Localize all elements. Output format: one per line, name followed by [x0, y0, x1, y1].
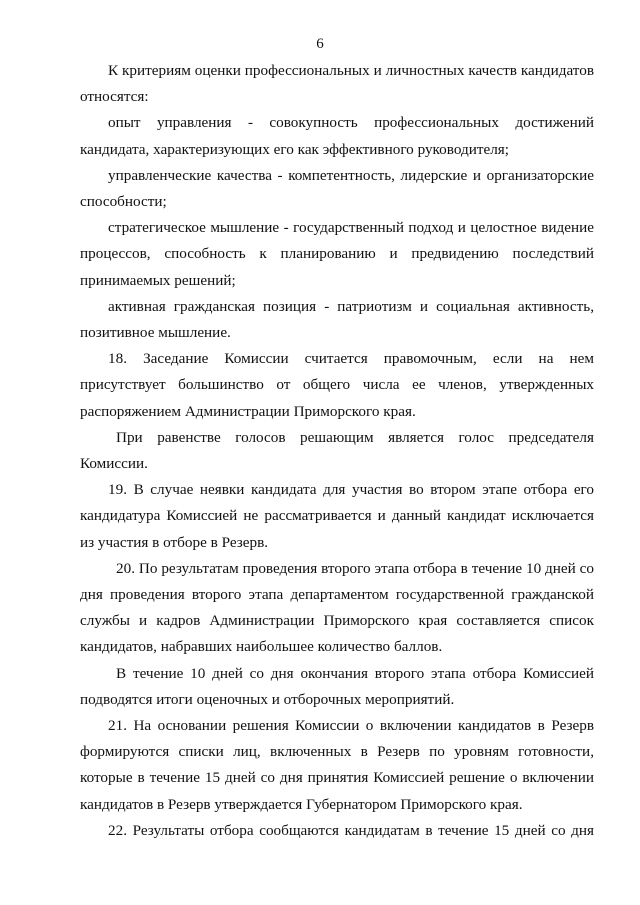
page-number: 6 [316, 36, 324, 52]
paragraph-item-18: 18. Заседание Комиссии считается правомочным, если на нем присутствует большинство от общего числа ее членов, утвержденных распоряжением Администрации Приморского края. [80, 350, 594, 420]
paragraph-item-19: 19. В случае неявки кандидата для участия во втором этапе отбора его кандидатура Комиссией не рассматривается и данный кандидат исключается из участия в отборе в Резерв. [80, 481, 594, 551]
paragraph-item-21: 21. На основании решения Комиссии о включении кандидатов в Резерв формируются списки лиц, включенных в Резерв по уровням готовности, которые в течение 15 дней со дня принятия Комиссией решение о включении кандидатов в Резерв утверждается Губернатором Приморского края. [80, 717, 594, 813]
paragraph-tie-vote: При равенстве голосов решающим является голос председателя Комиссии. [80, 428, 594, 473]
paragraph-strategic-thinking: стратегическое мышление - государственный подход и целостное видение процессов, способность к планированию и предвидению последствий принимаемых решений; [80, 219, 594, 289]
paragraph-managerial-qualities: управленческие качества - компетентность, лидерские и организаторские способности; [80, 166, 594, 211]
paragraph-management-experience: опыт управления - совокупность профессиональных достижений кандидата, характеризующих его как эффективного руководителя; [80, 114, 594, 158]
paragraph-civic-position: активная гражданская позиция - патриотизм и социальная активность, позитивное мышление. [80, 297, 594, 342]
document-body [80, 58, 594, 844]
paragraph-criteria-intro: К критериям оценки профессиональных и личностных качеств кандидатов относятся: [80, 62, 594, 106]
paragraph-summing-up: В течение 10 дней со дня окончания второго этапа отбора Комиссией подводятся итоги оценочных и отборочных мероприятий. [80, 664, 594, 708]
paragraph-item-20: 20. По результатам проведения второго этапа отбора в течение 10 дней со дня проведения второго этапа департаментом государственной гражданской службы и кадров Администрации Приморского края составляется список кандидатов, набравших наибольшее количество баллов. [80, 559, 594, 656]
paragraph-item-22: 22. Результаты отбора сообщаются кандидатам в течение 15 дней со дня [108, 821, 594, 839]
